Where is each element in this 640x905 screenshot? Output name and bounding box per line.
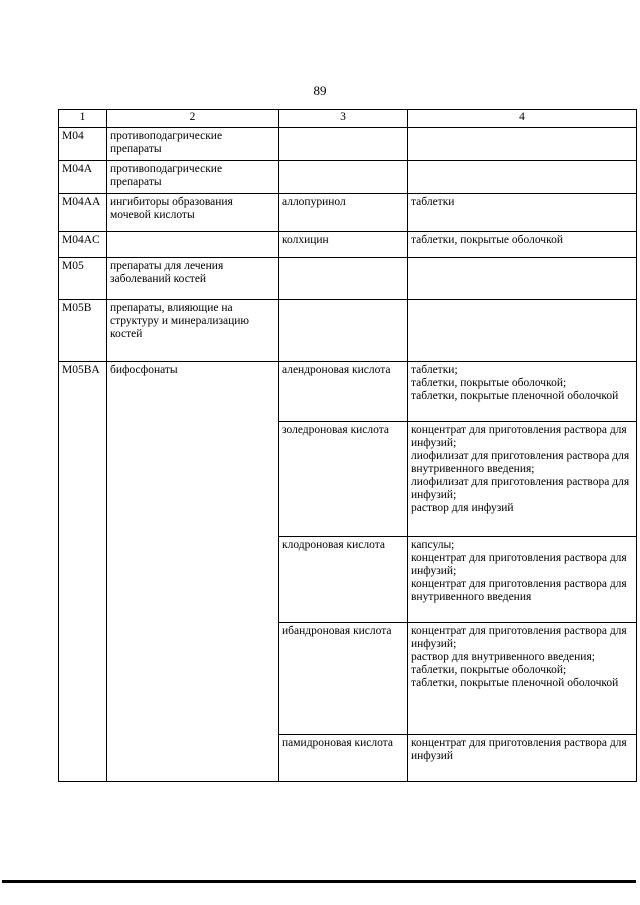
substance-cell: аллопуринол bbox=[279, 194, 408, 232]
atc-code-cell: M05B bbox=[59, 300, 107, 362]
column-header-3: 3 bbox=[279, 110, 408, 128]
dosage-form: капсулы; bbox=[411, 539, 455, 551]
dosage-form: концентрат для приготовления раствора для внутривенного введения bbox=[411, 578, 627, 603]
dosage-form: лиофилизат для приготовления раствора для инфузий; bbox=[411, 476, 630, 501]
group-cell: ингибиторы образования мочевой кислоты bbox=[107, 194, 279, 232]
table-header-row bbox=[59, 110, 637, 128]
dosage-forms-cell bbox=[408, 194, 637, 232]
dosage-form: концентрат для приготовления раствора для инфузий; bbox=[411, 552, 627, 577]
substance-cell bbox=[279, 161, 408, 194]
substance-cell: золедроновая кислота bbox=[279, 422, 408, 537]
group-cell: противоподагрические препараты bbox=[107, 128, 279, 161]
dosage-form: концентрат для приготовления раствора для инфузий; bbox=[411, 625, 627, 650]
dosage-form: таблетки, покрытые оболочкой; bbox=[411, 377, 567, 389]
dosage-forms-cell bbox=[408, 362, 637, 422]
dosage-forms-cell bbox=[408, 735, 637, 782]
drug-table bbox=[58, 109, 637, 782]
bottom-rule bbox=[2, 880, 636, 883]
substance-cell: клодроновая кислота bbox=[279, 537, 408, 623]
dosage-form: таблетки bbox=[411, 196, 455, 208]
atc-code-cell: M04AA bbox=[59, 194, 107, 232]
dosage-form: таблетки, покрытые оболочкой bbox=[411, 234, 563, 246]
column-header-1: 1 bbox=[59, 110, 107, 128]
atc-code-cell: M05BA bbox=[59, 362, 107, 782]
dosage-form: таблетки, покрытые оболочкой; bbox=[411, 664, 567, 676]
atc-code-cell: M04A bbox=[59, 161, 107, 194]
group-cell: препараты для лечения заболеваний костей bbox=[107, 258, 279, 300]
table-row bbox=[59, 232, 637, 258]
dosage-form: концентрат для приготовления раствора для инфузий; bbox=[411, 424, 627, 449]
dosage-forms-cell bbox=[408, 537, 637, 623]
dosage-form: лиофилизат для приготовления раствора для внутривенного введения; bbox=[411, 450, 630, 475]
dosage-forms-cell bbox=[408, 623, 637, 735]
substance-cell: колхицин bbox=[279, 232, 408, 258]
page-number: 89 bbox=[313, 83, 327, 98]
substance-cell bbox=[279, 258, 408, 300]
dosage-forms-cell bbox=[408, 300, 637, 362]
dosage-form: таблетки, покрытые пленочной оболочкой bbox=[411, 677, 619, 689]
column-header-4: 4 bbox=[408, 110, 637, 128]
substance-cell bbox=[279, 128, 408, 161]
group-cell: противоподагрические препараты bbox=[107, 161, 279, 194]
atc-code-cell: M04AC bbox=[59, 232, 107, 258]
table-row bbox=[59, 258, 637, 300]
table-row bbox=[59, 194, 637, 232]
dosage-forms-cell bbox=[408, 161, 637, 194]
dosage-form: таблетки; bbox=[411, 364, 458, 376]
dosage-forms-cell bbox=[408, 232, 637, 258]
atc-code-cell: M04 bbox=[59, 128, 107, 161]
atc-code-cell: M05 bbox=[59, 258, 107, 300]
substance-cell bbox=[279, 300, 408, 362]
table-row bbox=[59, 300, 637, 362]
table-row bbox=[59, 362, 637, 422]
table-row bbox=[59, 161, 637, 194]
dosage-forms-cell bbox=[408, 258, 637, 300]
group-cell bbox=[107, 232, 279, 258]
group-cell: бифосфонаты bbox=[107, 362, 279, 782]
dosage-forms-cell bbox=[408, 422, 637, 537]
dosage-form: раствор для внутривенного введения; bbox=[411, 651, 595, 663]
dosage-form: концентрат для приготовления раствора для инфузий bbox=[411, 737, 627, 762]
substance-cell: памидроновая кислота bbox=[279, 735, 408, 782]
group-cell: препараты, влияющие на структуру и минерализацию костей bbox=[107, 300, 279, 362]
dosage-forms-cell bbox=[408, 128, 637, 161]
table-row bbox=[59, 128, 637, 161]
substance-cell: ибандроновая кислота bbox=[279, 623, 408, 735]
substance-cell: алендроновая кислота bbox=[279, 362, 408, 422]
column-header-2: 2 bbox=[107, 110, 279, 128]
dosage-form: раствор для инфузий bbox=[411, 502, 514, 514]
dosage-form: таблетки, покрытые пленочной оболочкой bbox=[411, 390, 619, 402]
